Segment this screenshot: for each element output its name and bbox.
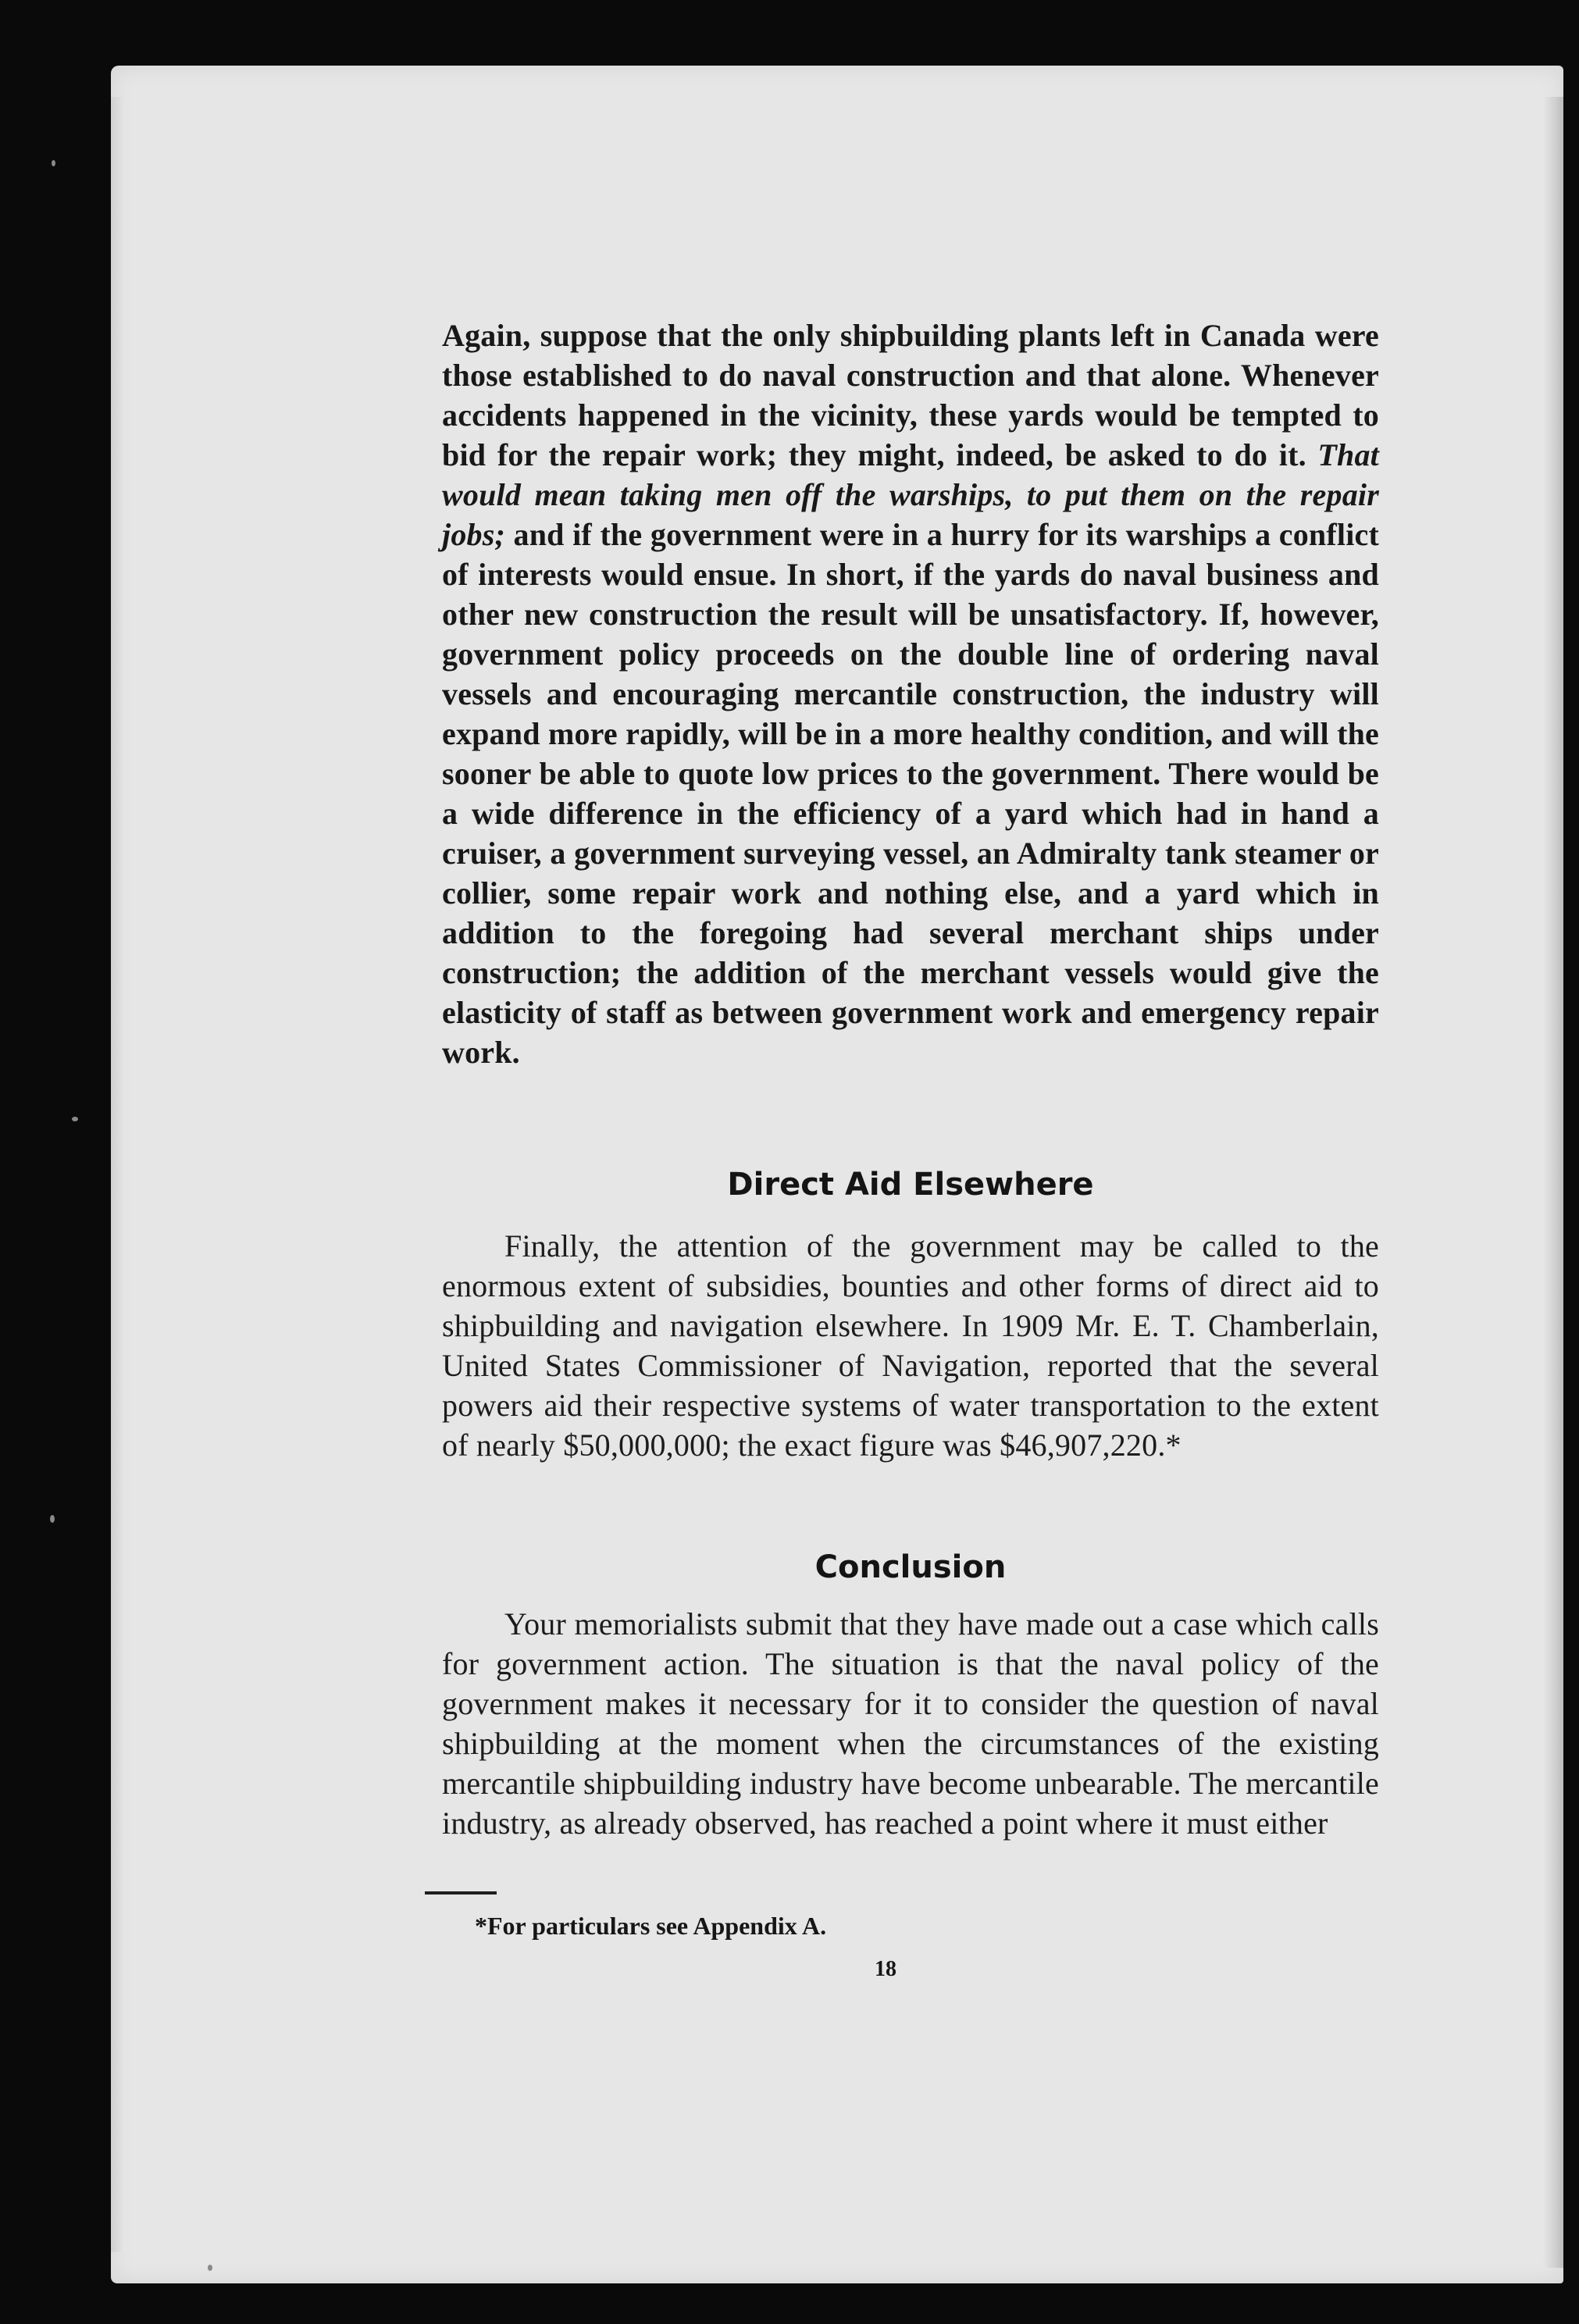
scan-speck <box>52 160 55 166</box>
paragraph-text: Finally, the attention of the government may be called to the enormous extent of subsidies, bounties and other forms of direct aid to shipbuilding and navigation elsewhere. In 1909 Mr. E. T. Chamberlain, United States Commissioner of Navigation, reported that the several powers aid their respective systems of water transportation to the extent of nearly $50,000,000; the exact figure was $46,907,220.* <box>442 1228 1379 1463</box>
italic-emphasis: That would mean taking men off the warships, to put them on the repair jobs; <box>442 437 1379 552</box>
scan-speck <box>50 1515 55 1523</box>
paragraph-text: Your memorialists submit that they have made out a case which calls for government action. The situation is that the naval policy of the government makes it necessary for it to consider the question of naval shipbuilding at the moment when the circumstances of the existing mercantile shipbuilding industry have become unbearable. The mercantile industry, as already observed, has reached a point where it must either <box>442 1606 1379 1841</box>
paragraph-direct-aid <box>442 1226 1379 1465</box>
scan-speck <box>72 1117 78 1121</box>
paragraph-shipbuilding-yards <box>442 315 1379 1072</box>
footnote-rule <box>425 1891 497 1894</box>
heading-conclusion: Conclusion <box>814 1549 1007 1585</box>
page-number: 18 <box>875 1957 896 1981</box>
page-right-edge <box>1543 97 1563 2268</box>
footnote: *For particulars see Appendix A. <box>475 1912 827 1940</box>
page-left-edge <box>111 97 125 2252</box>
scan-speck <box>208 2265 212 2271</box>
paragraph-text: and if the government were in a hurry for its warships a conflict of interests would ensue. In short, if the yards do naval business and other new construction the result will be unsatisfactory. If, however, government policy proceeds on the double line of ordering naval vessels and encouraging mercantile construction, the industry will expand more rapidly, will be in a more healthy condition, and will the sooner be able to quote low prices to the government. There would be a wide difference in the efficiency of a yard which had in hand a cruiser, a government surveying vessel, an Admiralty tank steamer or collier, some repair work and nothing else, and a yard which in addition to the foregoing had several merchant ships under construction; the addition of the merchant vessels would give the elasticity of staff as between government work and emergency repair work. <box>442 517 1379 1070</box>
paragraph-text: Again, suppose that the only shipbuilding plants left in Canada were those established to do naval construction and that alone. Whenever accidents happened in the vicinity, these yards would be tempted to bid for the repair work; they might, indeed, be asked to do it. <box>442 318 1379 472</box>
paragraph-conclusion <box>442 1604 1379 1843</box>
heading-direct-aid: Direct Aid Elsewhere <box>727 1167 1094 1203</box>
